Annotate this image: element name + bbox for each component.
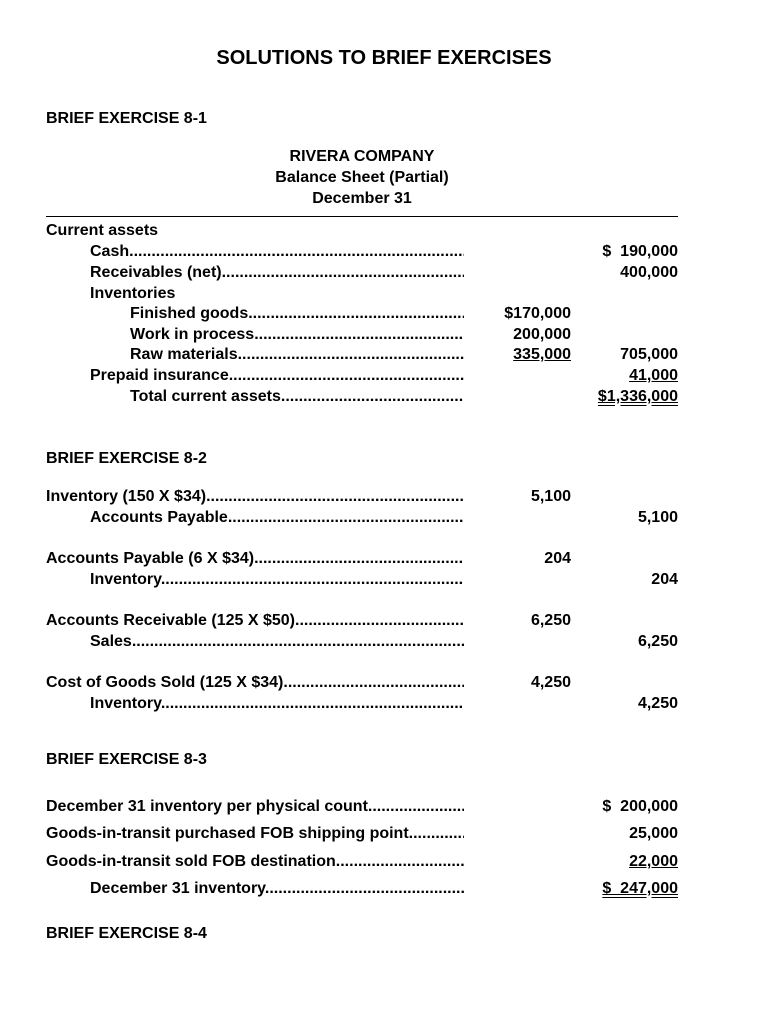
company-name: RIVERA COMPANY <box>289 148 435 165</box>
row-label: Accounts Payable ..... <box>46 508 464 528</box>
debit-amount: 6,250 <box>530 612 571 629</box>
row-label: December 31 inventory ..... <box>46 879 464 899</box>
row-label: Sales ..... <box>46 632 464 652</box>
row-label: Inventory ..... <box>46 570 464 590</box>
journal-row <box>46 549 678 569</box>
row-label: Accounts Payable (6 X $34) ..... <box>46 549 464 569</box>
row-label: Raw materials ..... <box>46 345 464 365</box>
credit-amount: 204 <box>651 571 678 588</box>
inventory-row <box>46 824 678 844</box>
row-label: Inventories <box>90 285 176 302</box>
balance-row <box>46 345 678 365</box>
statement-name: Balance Sheet (Partial) <box>275 169 449 186</box>
balance-row <box>46 366 678 386</box>
balance-row <box>46 304 678 324</box>
balance-row <box>46 387 678 407</box>
journal-row <box>46 673 678 693</box>
exercise-heading-8-4: BRIEF EXERCISE 8-4 <box>46 925 207 942</box>
debit-amount: 4,250 <box>530 674 571 691</box>
amount-col2: $1,336,000 <box>597 388 678 405</box>
inventory-row <box>46 797 678 817</box>
row-label: Cost of Goods Sold (125 X $34) ..... <box>46 673 464 693</box>
row-label: Work in process ..... <box>46 325 464 345</box>
row-label: Cash ..... <box>46 242 464 262</box>
amount-col2: $ 200,000 <box>602 798 678 815</box>
amount-col2: 400,000 <box>620 264 678 281</box>
inventory-row <box>46 879 678 899</box>
balance-row <box>46 284 678 304</box>
amount-col2: 41,000 <box>629 367 678 384</box>
row-label: Finished goods ..... <box>46 304 464 324</box>
balance-row <box>46 263 678 283</box>
amount-col2: $ 190,000 <box>602 243 678 260</box>
row-label: December 31 inventory per physical count ..... <box>46 797 464 817</box>
row-label: Inventory ..... <box>46 694 464 714</box>
journal-row <box>46 487 678 507</box>
balance-row <box>46 325 678 345</box>
row-label: Current assets <box>46 222 159 239</box>
statement-date: December 31 <box>312 190 412 207</box>
amount-col2: 705,000 <box>620 346 678 363</box>
exercise-heading-8-1: BRIEF EXERCISE 8-1 <box>46 110 207 127</box>
exercise-heading-8-2: BRIEF EXERCISE 8-2 <box>46 450 207 467</box>
amount-col2: 22,000 <box>629 853 678 870</box>
row-label: Prepaid insurance ..... <box>46 366 464 386</box>
amount-col2: 25,000 <box>629 825 678 842</box>
journal-row <box>46 632 678 652</box>
debit-amount: 204 <box>544 550 571 567</box>
journal-row <box>46 570 678 590</box>
row-label: Total current assets ..... <box>46 387 464 407</box>
row-label: Goods-in-transit sold FOB destination ..... <box>46 852 464 872</box>
credit-amount: 4,250 <box>637 695 678 712</box>
exercise-heading-8-3: BRIEF EXERCISE 8-3 <box>46 751 207 768</box>
balance-row <box>46 221 678 241</box>
header-rule <box>46 216 678 217</box>
inventory-row <box>46 852 678 872</box>
amount-col1: $170,000 <box>504 305 571 322</box>
row-label: Receivables (net) ..... <box>46 263 464 283</box>
journal-row <box>46 508 678 528</box>
amount-col1: 200,000 <box>513 326 571 343</box>
journal-row <box>46 694 678 714</box>
page-title: SOLUTIONS TO BRIEF EXERCISES <box>216 47 552 69</box>
debit-amount: 5,100 <box>530 488 571 505</box>
balance-row <box>46 242 678 262</box>
row-label: Goods-in-transit purchased FOB shipping point ..... <box>46 824 464 844</box>
journal-row <box>46 611 678 631</box>
amount-col2: $ 247,000 <box>602 880 678 897</box>
credit-amount: 5,100 <box>637 509 678 526</box>
credit-amount: 6,250 <box>637 633 678 650</box>
row-label: Accounts Receivable (125 X $50) ..... <box>46 611 464 631</box>
amount-col1: 335,000 <box>513 346 571 363</box>
row-label: Inventory (150 X $34) ..... <box>46 487 464 507</box>
